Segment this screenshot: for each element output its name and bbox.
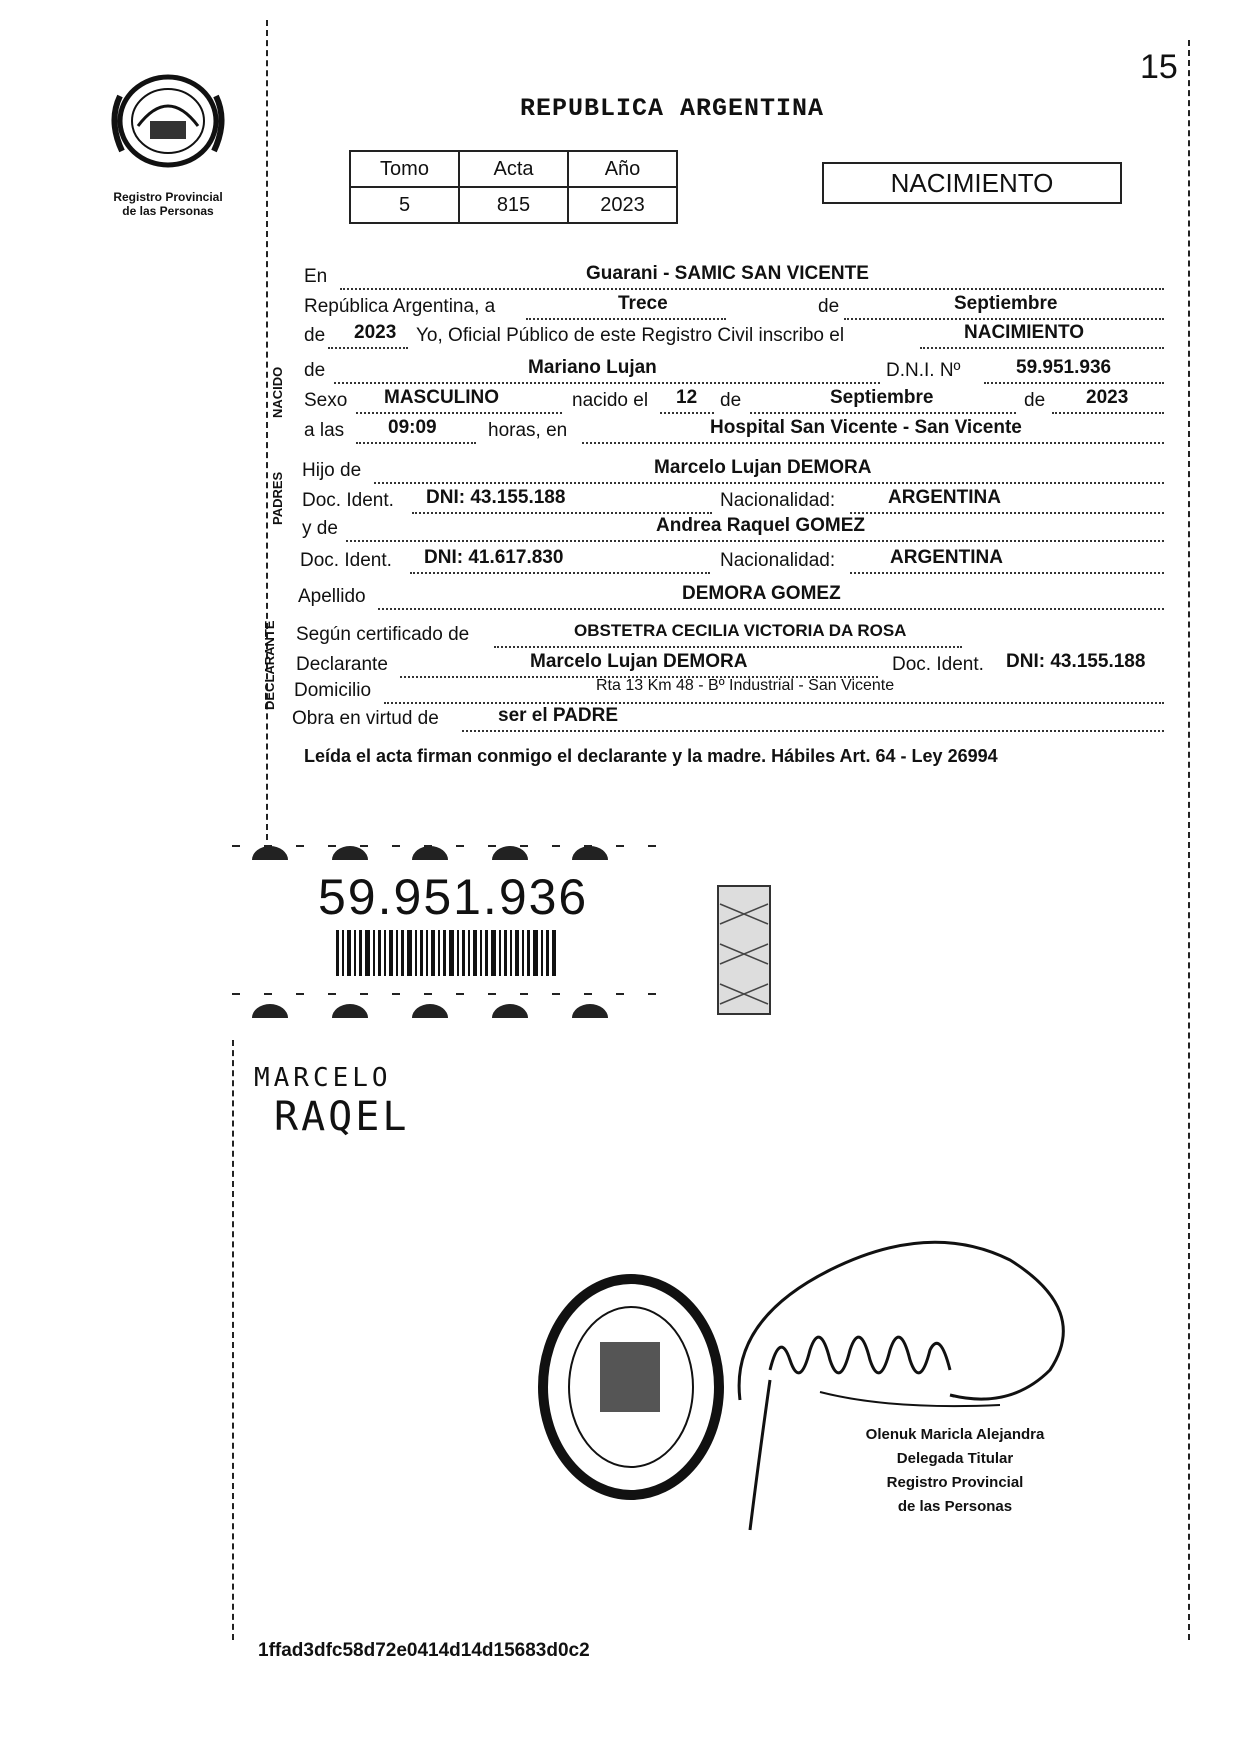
value-padre: Marcelo Lujan DEMORA bbox=[654, 457, 872, 478]
province-seal-logo bbox=[108, 66, 228, 176]
label-certificado: Según certificado de bbox=[296, 624, 470, 645]
signer-role: Delegada Titular bbox=[896, 1450, 1014, 1467]
value-ano: 2023 bbox=[568, 187, 677, 223]
section-label-declarante: DECLARANTE bbox=[262, 620, 277, 710]
row-hijo-de bbox=[302, 457, 1164, 488]
header-ano: Año bbox=[568, 151, 677, 187]
value-birth-month: Septiembre bbox=[830, 387, 934, 408]
value-lugar: Hospital San Vicente - San Vicente bbox=[710, 417, 1022, 438]
value-nac-padre: ARGENTINA bbox=[888, 487, 1001, 508]
row-sexo bbox=[304, 387, 1164, 418]
barcode bbox=[336, 930, 556, 976]
label-nacionalidad: Nacionalidad: bbox=[720, 550, 836, 571]
label-republica: República Argentina, a bbox=[304, 296, 496, 317]
label-doc-ident: Doc. Ident. bbox=[300, 550, 392, 571]
section-label-padres: PADRES bbox=[270, 471, 285, 525]
label-de-year: de bbox=[304, 325, 326, 346]
label-horas-en: horas, en bbox=[488, 420, 568, 441]
signer-office-line2: de las Personas bbox=[897, 1498, 1013, 1515]
row-domicilio bbox=[294, 677, 1164, 708]
label-de: de bbox=[818, 296, 840, 317]
row-nombre bbox=[304, 357, 1164, 388]
value-madre: Andrea Raquel GOMEZ bbox=[656, 515, 866, 536]
value-apellido: DEMORA GOMEZ bbox=[682, 583, 841, 604]
row-doc-madre bbox=[300, 547, 1164, 578]
label-inscribo: Yo, Oficial Público de este Registro Civil inscribo el bbox=[416, 325, 845, 346]
value-inscribo: NACIMIENTO bbox=[964, 322, 1084, 343]
row-obra bbox=[292, 705, 1164, 736]
logo-caption-line1: Registro Provincial bbox=[113, 190, 223, 204]
row-certificado bbox=[296, 621, 1164, 652]
official-round-stamp bbox=[536, 1272, 726, 1502]
handwritten-name-line2: RAQEL bbox=[274, 1094, 410, 1140]
record-table-value-row bbox=[350, 187, 677, 223]
value-nombre: Mariano Lujan bbox=[528, 357, 657, 378]
row-hora bbox=[304, 417, 1164, 448]
value-year: 2023 bbox=[354, 322, 397, 343]
label-apellido: Apellido bbox=[298, 586, 366, 607]
header-acta: Acta bbox=[459, 151, 568, 187]
label-de-month: de bbox=[720, 390, 742, 411]
label-a-las: a las bbox=[304, 420, 345, 441]
value-tomo: 5 bbox=[350, 187, 459, 223]
label-doc-ident-declarante: Doc. Ident. bbox=[892, 654, 984, 675]
left-margin-line bbox=[266, 20, 268, 840]
label-y-de: y de bbox=[302, 518, 338, 539]
value-domicilio: Rta 13 Km 48 - Bº Industrial - San Vicente bbox=[596, 677, 895, 694]
row-year-inscribo bbox=[304, 322, 1164, 353]
logo-caption bbox=[88, 190, 248, 218]
header-tomo: Tomo bbox=[350, 151, 459, 187]
handwritten-name-line1: MARCELO bbox=[254, 1063, 392, 1093]
right-margin-line bbox=[1188, 40, 1190, 1640]
label-de-nombre: de bbox=[304, 360, 326, 381]
value-doc-declarante: DNI: 43.155.188 bbox=[1006, 651, 1146, 672]
label-nacido-el: nacido el bbox=[572, 390, 649, 411]
section-label-nacido: NACIDO bbox=[270, 366, 285, 418]
value-obra: ser el PADRE bbox=[498, 705, 619, 726]
value-hora: 09:09 bbox=[388, 417, 437, 438]
value-acta: 815 bbox=[459, 187, 568, 223]
record-table-header-row bbox=[350, 151, 677, 187]
label-obra: Obra en virtud de bbox=[292, 708, 439, 729]
label-domicilio: Domicilio bbox=[294, 680, 372, 701]
document-hash: 1ffad3dfc58d72e0414d14d15683d0c2 bbox=[258, 1640, 590, 1661]
value-dni: 59.951.936 bbox=[1016, 357, 1112, 378]
logo-caption-line2: de las Personas bbox=[122, 204, 214, 218]
value-birth-day: 12 bbox=[676, 387, 698, 408]
value-nac-madre: ARGENTINA bbox=[890, 547, 1003, 568]
document-title: REPUBLICA ARGENTINA bbox=[520, 94, 825, 123]
label-dni: D.N.I. Nº bbox=[886, 360, 961, 381]
signer-name: Olenuk Maricla Alejandra bbox=[865, 1426, 1045, 1443]
value-certificado: OBSTETRA CECILIA VICTORIA DA ROSA bbox=[574, 621, 907, 640]
label-de-year2: de bbox=[1024, 390, 1046, 411]
closing-text: Leída el acta firman conmigo el declarante y la madre. Hábiles Art. 64 - Ley 26994 bbox=[304, 746, 998, 766]
label-sexo: Sexo bbox=[304, 390, 348, 411]
signer-office-line1: Registro Provincial bbox=[886, 1474, 1024, 1491]
left-margin-line-lower bbox=[232, 1040, 234, 1640]
label-en: En bbox=[304, 266, 328, 287]
row-republica bbox=[304, 293, 1164, 324]
value-en: Guarani - SAMIC SAN VICENTE bbox=[586, 263, 869, 284]
barcode-number: 59.951.936 bbox=[318, 869, 589, 925]
signer-block bbox=[840, 1423, 1070, 1519]
row-apellido bbox=[298, 583, 1164, 614]
security-hologram-icon bbox=[716, 884, 772, 1016]
label-nacionalidad: Nacionalidad: bbox=[720, 490, 836, 511]
record-table bbox=[349, 150, 678, 224]
page-number: 15 bbox=[1140, 48, 1178, 86]
value-day: Trece bbox=[618, 293, 668, 314]
label-doc-ident: Doc. Ident. bbox=[302, 490, 394, 511]
value-declarante: Marcelo Lujan DEMORA bbox=[530, 651, 748, 672]
label-hijo-de: Hijo de bbox=[302, 460, 362, 481]
row-en bbox=[304, 263, 1164, 294]
value-doc-madre: DNI: 41.617.830 bbox=[424, 547, 564, 568]
record-type-box: NACIMIENTO bbox=[822, 162, 1122, 204]
value-month: Septiembre bbox=[954, 293, 1058, 314]
value-doc-padre: DNI: 43.155.188 bbox=[426, 487, 566, 508]
value-birth-year: 2023 bbox=[1086, 387, 1129, 408]
label-declarante: Declarante bbox=[296, 654, 388, 675]
value-sexo: MASCULINO bbox=[384, 387, 500, 408]
row-doc-padre bbox=[302, 487, 1164, 518]
row-y-de bbox=[302, 515, 1164, 546]
